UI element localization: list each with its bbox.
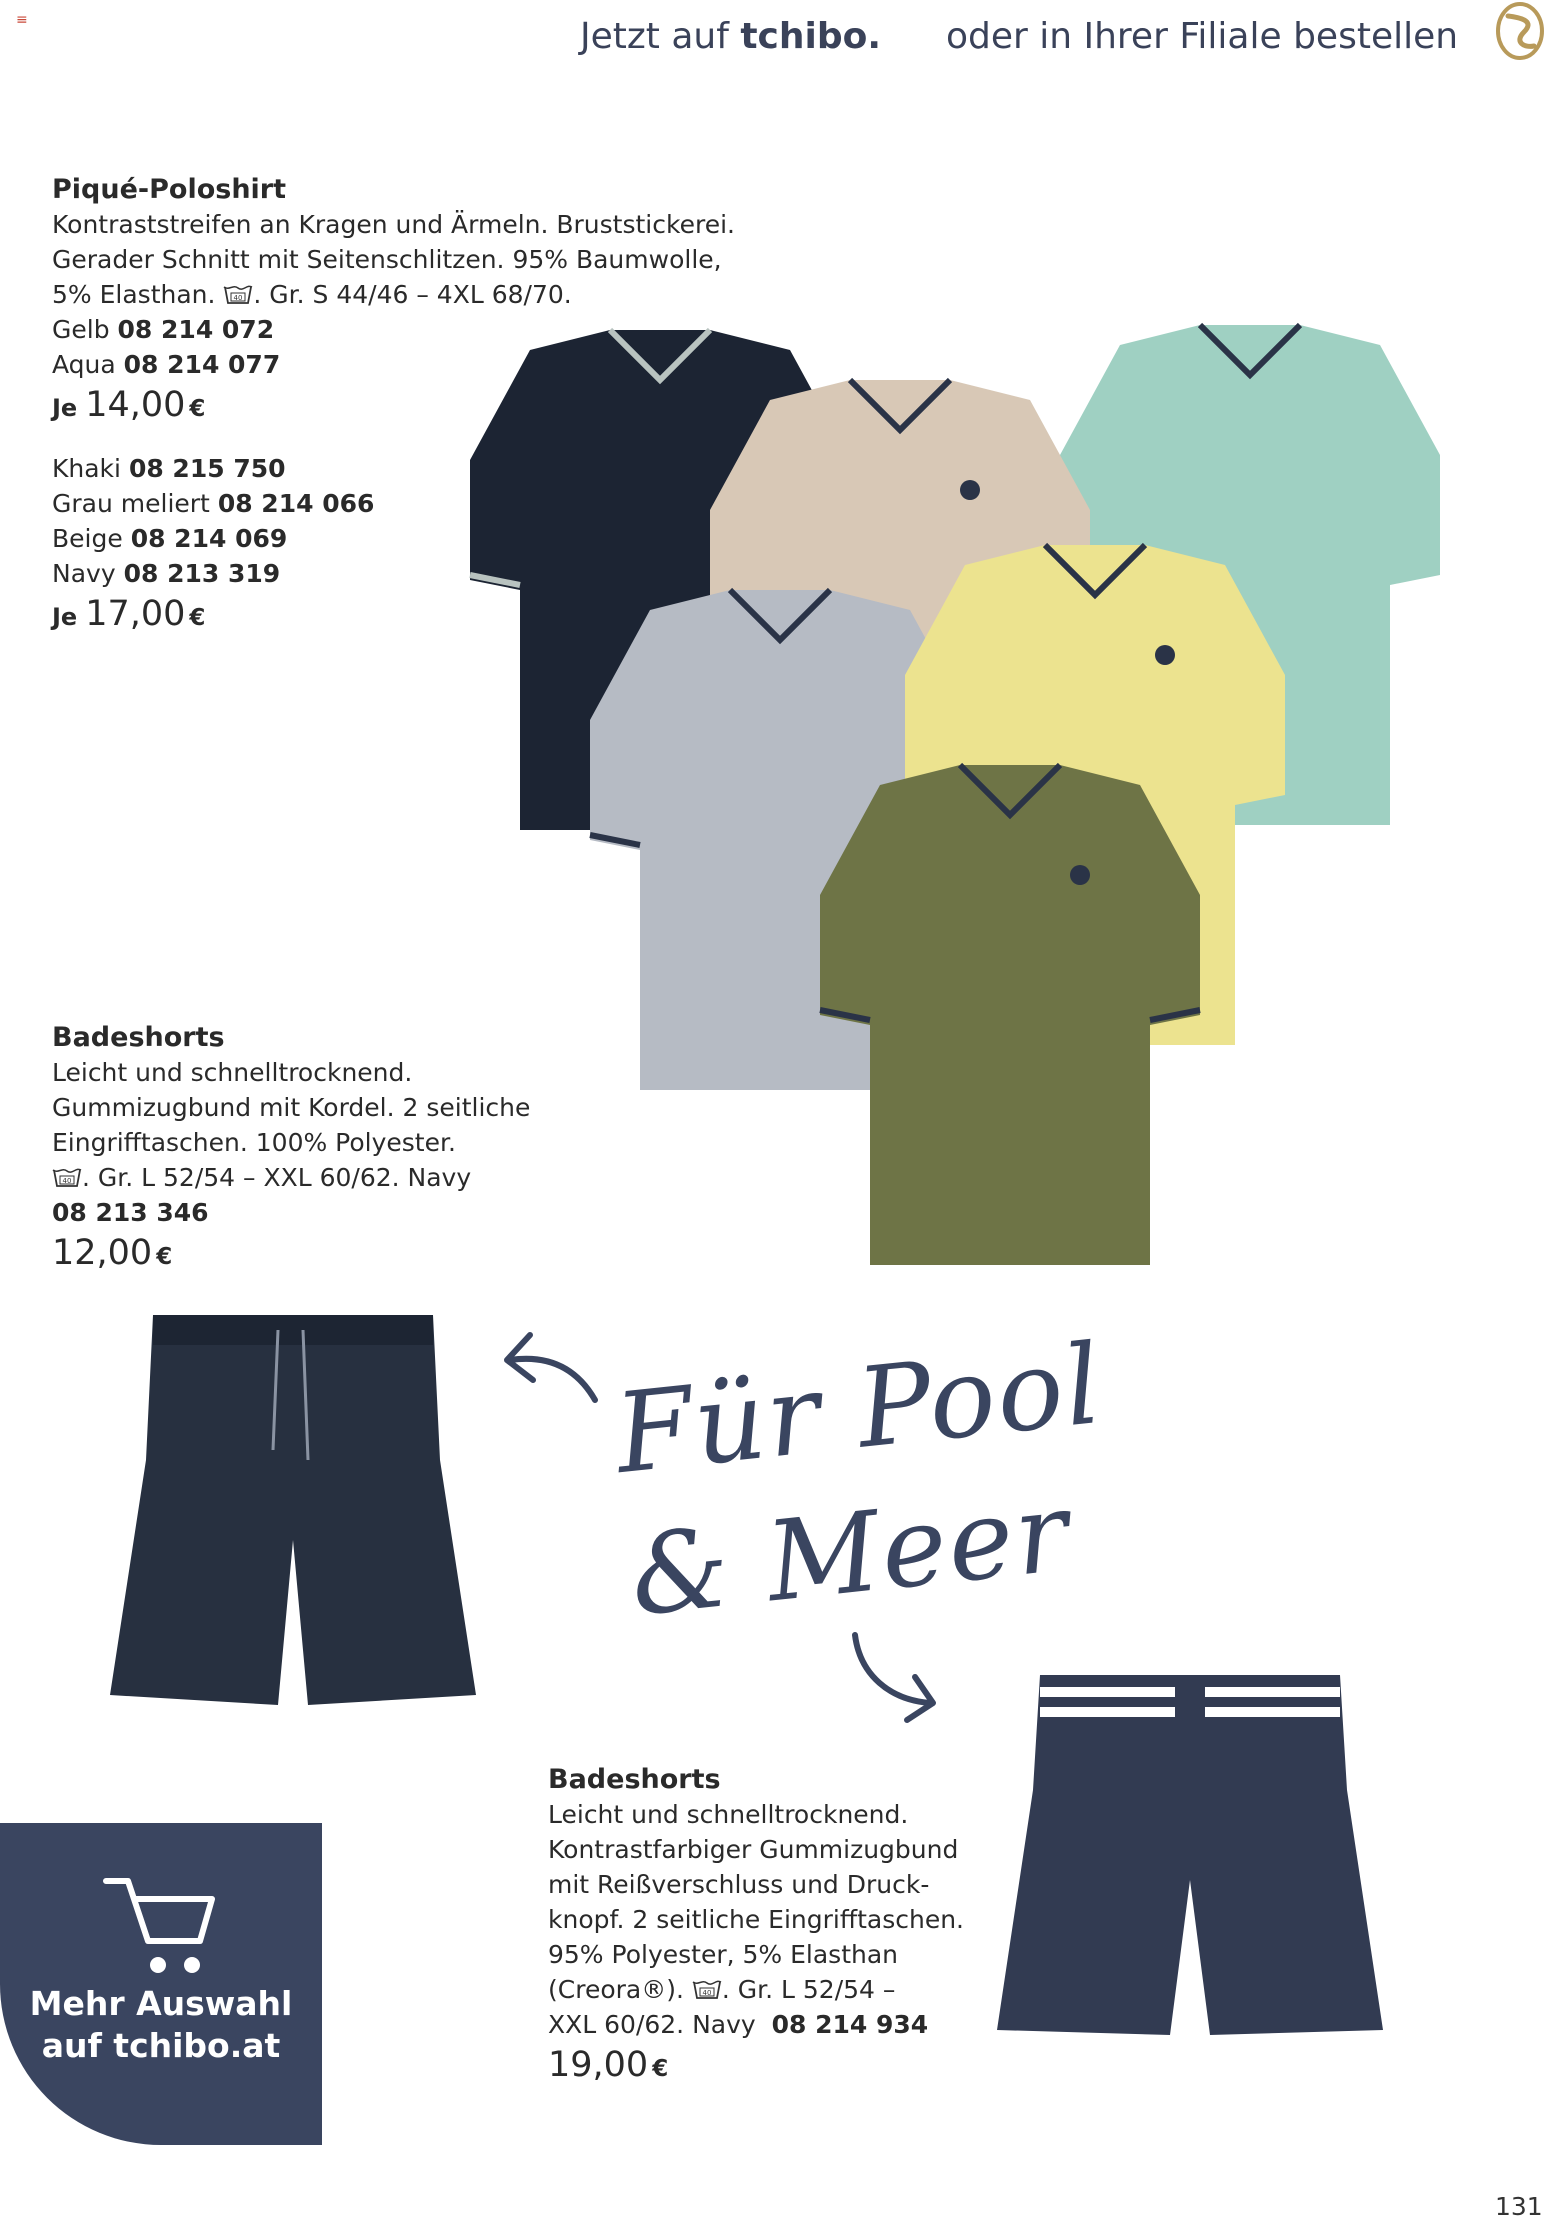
variant-color: Navy	[52, 559, 116, 588]
script-headline-line1: Für Pool	[609, 1319, 1109, 1499]
variant-code: 08 215 750	[128, 454, 286, 483]
price-prefix: Je	[52, 603, 78, 631]
variant-color: Gelb	[52, 315, 110, 344]
polo-shirts-image[interactable]	[420, 320, 1490, 1290]
cart-icon	[100, 1871, 220, 1981]
svg-text:40: 40	[233, 294, 243, 302]
price-currency: €	[156, 1244, 173, 1270]
shorts1-price	[52, 1233, 530, 1275]
polo-title: Piqué-Poloshirt	[52, 174, 287, 205]
wash-40-icon	[52, 1163, 82, 1185]
svg-text:40: 40	[62, 1177, 72, 1185]
price-value: 12,00	[52, 1233, 153, 1273]
polo-desc-3	[52, 277, 735, 312]
shorts2-desc-1: Leicht und schnelltrocknend.	[548, 1800, 909, 1829]
variant-color: Khaki	[52, 454, 121, 483]
shorts2-desc-5: 95% Polyester, 5% Elasthan	[548, 1940, 898, 1969]
corner-mark: ≡	[16, 12, 28, 28]
shorts1-image[interactable]	[108, 1310, 478, 1710]
variant-color: Beige	[52, 524, 123, 553]
arrow-right-icon	[845, 1625, 945, 1725]
shorts2-price	[548, 2045, 964, 2087]
wash-40-icon	[223, 280, 253, 302]
polo-desc-3-pre: 5% Elasthan.	[52, 280, 216, 309]
shorts2-last	[548, 2007, 964, 2042]
shorts2-desc-3: mit Reißverschluss und Druck-	[548, 1870, 930, 1899]
variant-color: Grau meliert	[52, 489, 210, 518]
polo-shirt-khaki	[820, 765, 1200, 1265]
svg-text:40: 40	[702, 1989, 712, 1997]
shorts1-title: Badeshorts	[52, 1022, 225, 1053]
price-value: 19,00	[548, 2045, 649, 2085]
shorts1-info	[52, 1020, 530, 1275]
promo-badge[interactable]	[0, 1823, 322, 2145]
shorts2-creora-pre: (Creora®).	[548, 1975, 684, 2004]
page-number: 131	[1495, 2192, 1543, 2221]
shorts2-title: Badeshorts	[548, 1764, 721, 1795]
shorts2-creora-post: . Gr. L 52/54 –	[721, 1975, 896, 2004]
wash-40-icon	[692, 1975, 722, 1997]
shorts2-creora	[548, 1972, 964, 2007]
header-tagline	[580, 16, 1458, 57]
variant-code: 08 214 077	[123, 350, 281, 379]
shorts1-desc-2: Gummizugbund mit Kordel. 2 seitliche	[52, 1093, 531, 1122]
shorts2-info	[548, 1762, 964, 2087]
header-prefix: Jetzt auf	[580, 16, 729, 57]
script-headline-line2: & Meer	[624, 1467, 1076, 1641]
price-value: 17,00	[85, 594, 186, 634]
shorts2-desc-4: knopf. 2 seitliche Eingrifftaschen.	[548, 1905, 964, 1934]
tchibo-bean-icon	[1494, 2, 1546, 64]
price-currency: €	[652, 2056, 669, 2082]
price-currency: €	[189, 396, 206, 422]
product-code: 08 214 934	[771, 2010, 929, 2039]
shorts2-last-pre: XXL 60/62. Navy	[548, 2010, 756, 2039]
shorts2-desc-2: Kontrastfarbiger Gummizugbund	[548, 1835, 959, 1864]
shorts1-size-text: . Gr. L 52/54 – XXL 60/62. Navy	[82, 1163, 472, 1192]
product-code: 08 213 346	[52, 1198, 209, 1227]
shorts1-desc-3: Eingrifftaschen. 100% Polyester.	[52, 1128, 456, 1157]
polo-desc-3-post: . Gr. S 44/46 – 4XL 68/70.	[253, 280, 572, 309]
polo-desc-1: Kontraststreifen an Kragen und Ärmeln. Bruststickerei.	[52, 210, 735, 239]
price-value: 14,00	[85, 385, 186, 425]
variant-code: 08 214 066	[217, 489, 375, 518]
shorts2-image[interactable]	[995, 1670, 1385, 2040]
shorts1-size	[52, 1160, 530, 1195]
promo-line2: auf tchibo.at	[41, 2026, 281, 2065]
shorts1-code	[52, 1195, 530, 1230]
variant-code: 08 214 069	[130, 524, 288, 553]
header-suffix: oder in Ihrer Filiale bestellen	[945, 16, 1459, 57]
variant-color: Aqua	[52, 350, 116, 379]
price-currency: €	[189, 605, 206, 631]
arrow-left-icon	[495, 1325, 605, 1415]
header-brand[interactable]: tchibo.	[740, 16, 882, 57]
variant-code: 08 213 319	[123, 559, 281, 588]
polo-desc-2: Gerader Schnitt mit Seitenschlitzen. 95% Baumwolle,	[52, 245, 722, 274]
promo-line1: Mehr Auswahl	[29, 1984, 293, 2023]
shorts1-desc-1: Leicht und schnelltrocknend.	[52, 1058, 413, 1087]
variant-code: 08 214 072	[117, 315, 275, 344]
price-prefix: Je	[52, 394, 78, 422]
